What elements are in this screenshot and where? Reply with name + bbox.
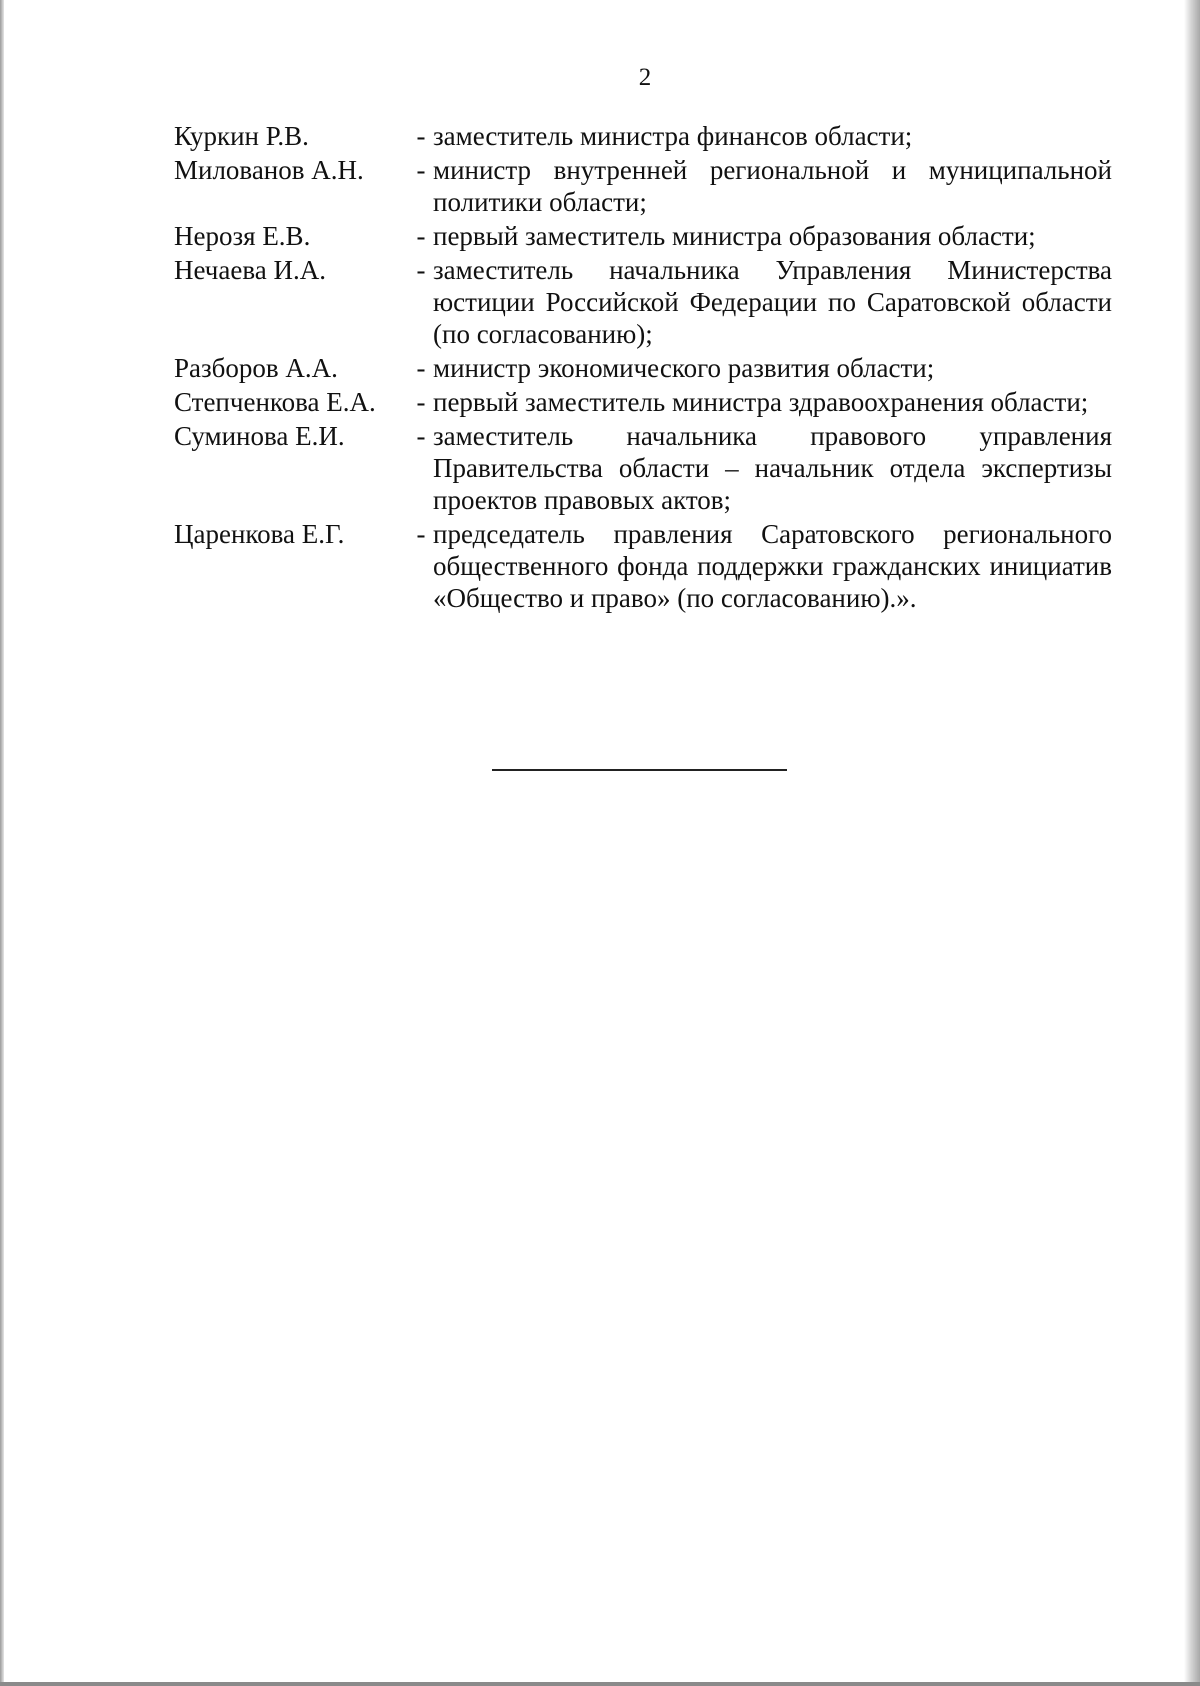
list-item — [174, 386, 1112, 418]
member-position: первый заместитель министра образования области; — [433, 221, 1036, 251]
member-name: Разборов А.А. — [174, 353, 338, 383]
list-item — [174, 254, 1112, 350]
member-name: Царенкова Е.Г. — [174, 519, 345, 549]
scan-bottom-edge — [0, 1682, 1200, 1686]
dash: - — [416, 255, 426, 285]
dash: - — [416, 421, 426, 451]
list-item — [174, 352, 1112, 384]
member-position: министр экономического развития области; — [433, 353, 935, 383]
member-position: председатель правления Саратовского регионального общественного фонда поддержки гражданских инициатив «Общество и право» (по согласованию).». — [433, 519, 1112, 613]
member-name: Нерозя Е.В. — [174, 221, 311, 251]
dash: - — [416, 155, 426, 185]
member-name: Милованов А.Н. — [174, 155, 364, 185]
page-number: 2 — [638, 64, 652, 91]
member-position: заместитель министра финансов области; — [433, 121, 913, 151]
list-item — [174, 220, 1112, 252]
dash: - — [416, 387, 426, 417]
dash: - — [416, 353, 426, 383]
dash: - — [416, 221, 426, 251]
member-position: министр внутренней региональной и муниципальной политики области; — [433, 155, 1112, 217]
member-name: Степченкова Е.А. — [174, 387, 376, 417]
dash: - — [416, 121, 426, 151]
list-item — [174, 518, 1112, 614]
member-list — [174, 120, 1112, 614]
member-position: первый заместитель министра здравоохранения области; — [433, 387, 1089, 417]
scan-right-edge — [1184, 0, 1200, 1686]
closing-rule — [492, 769, 787, 771]
list-item — [174, 120, 1112, 152]
member-name: Куркин Р.В. — [174, 121, 309, 151]
member-position: заместитель начальника Управления Министерства юстиции Российской Федерации по Саратовской области (по согласованию); — [433, 255, 1112, 349]
member-position: заместитель начальника правового управления Правительства области – начальник отдела экспертизы проектов правовых актов; — [433, 421, 1112, 515]
list-item — [174, 154, 1112, 218]
list-item — [174, 420, 1112, 516]
dash: - — [416, 519, 426, 549]
scan-left-edge — [0, 0, 4, 1686]
member-name: Суминова Е.И. — [174, 421, 345, 451]
member-name: Нечаева И.А. — [174, 255, 326, 285]
